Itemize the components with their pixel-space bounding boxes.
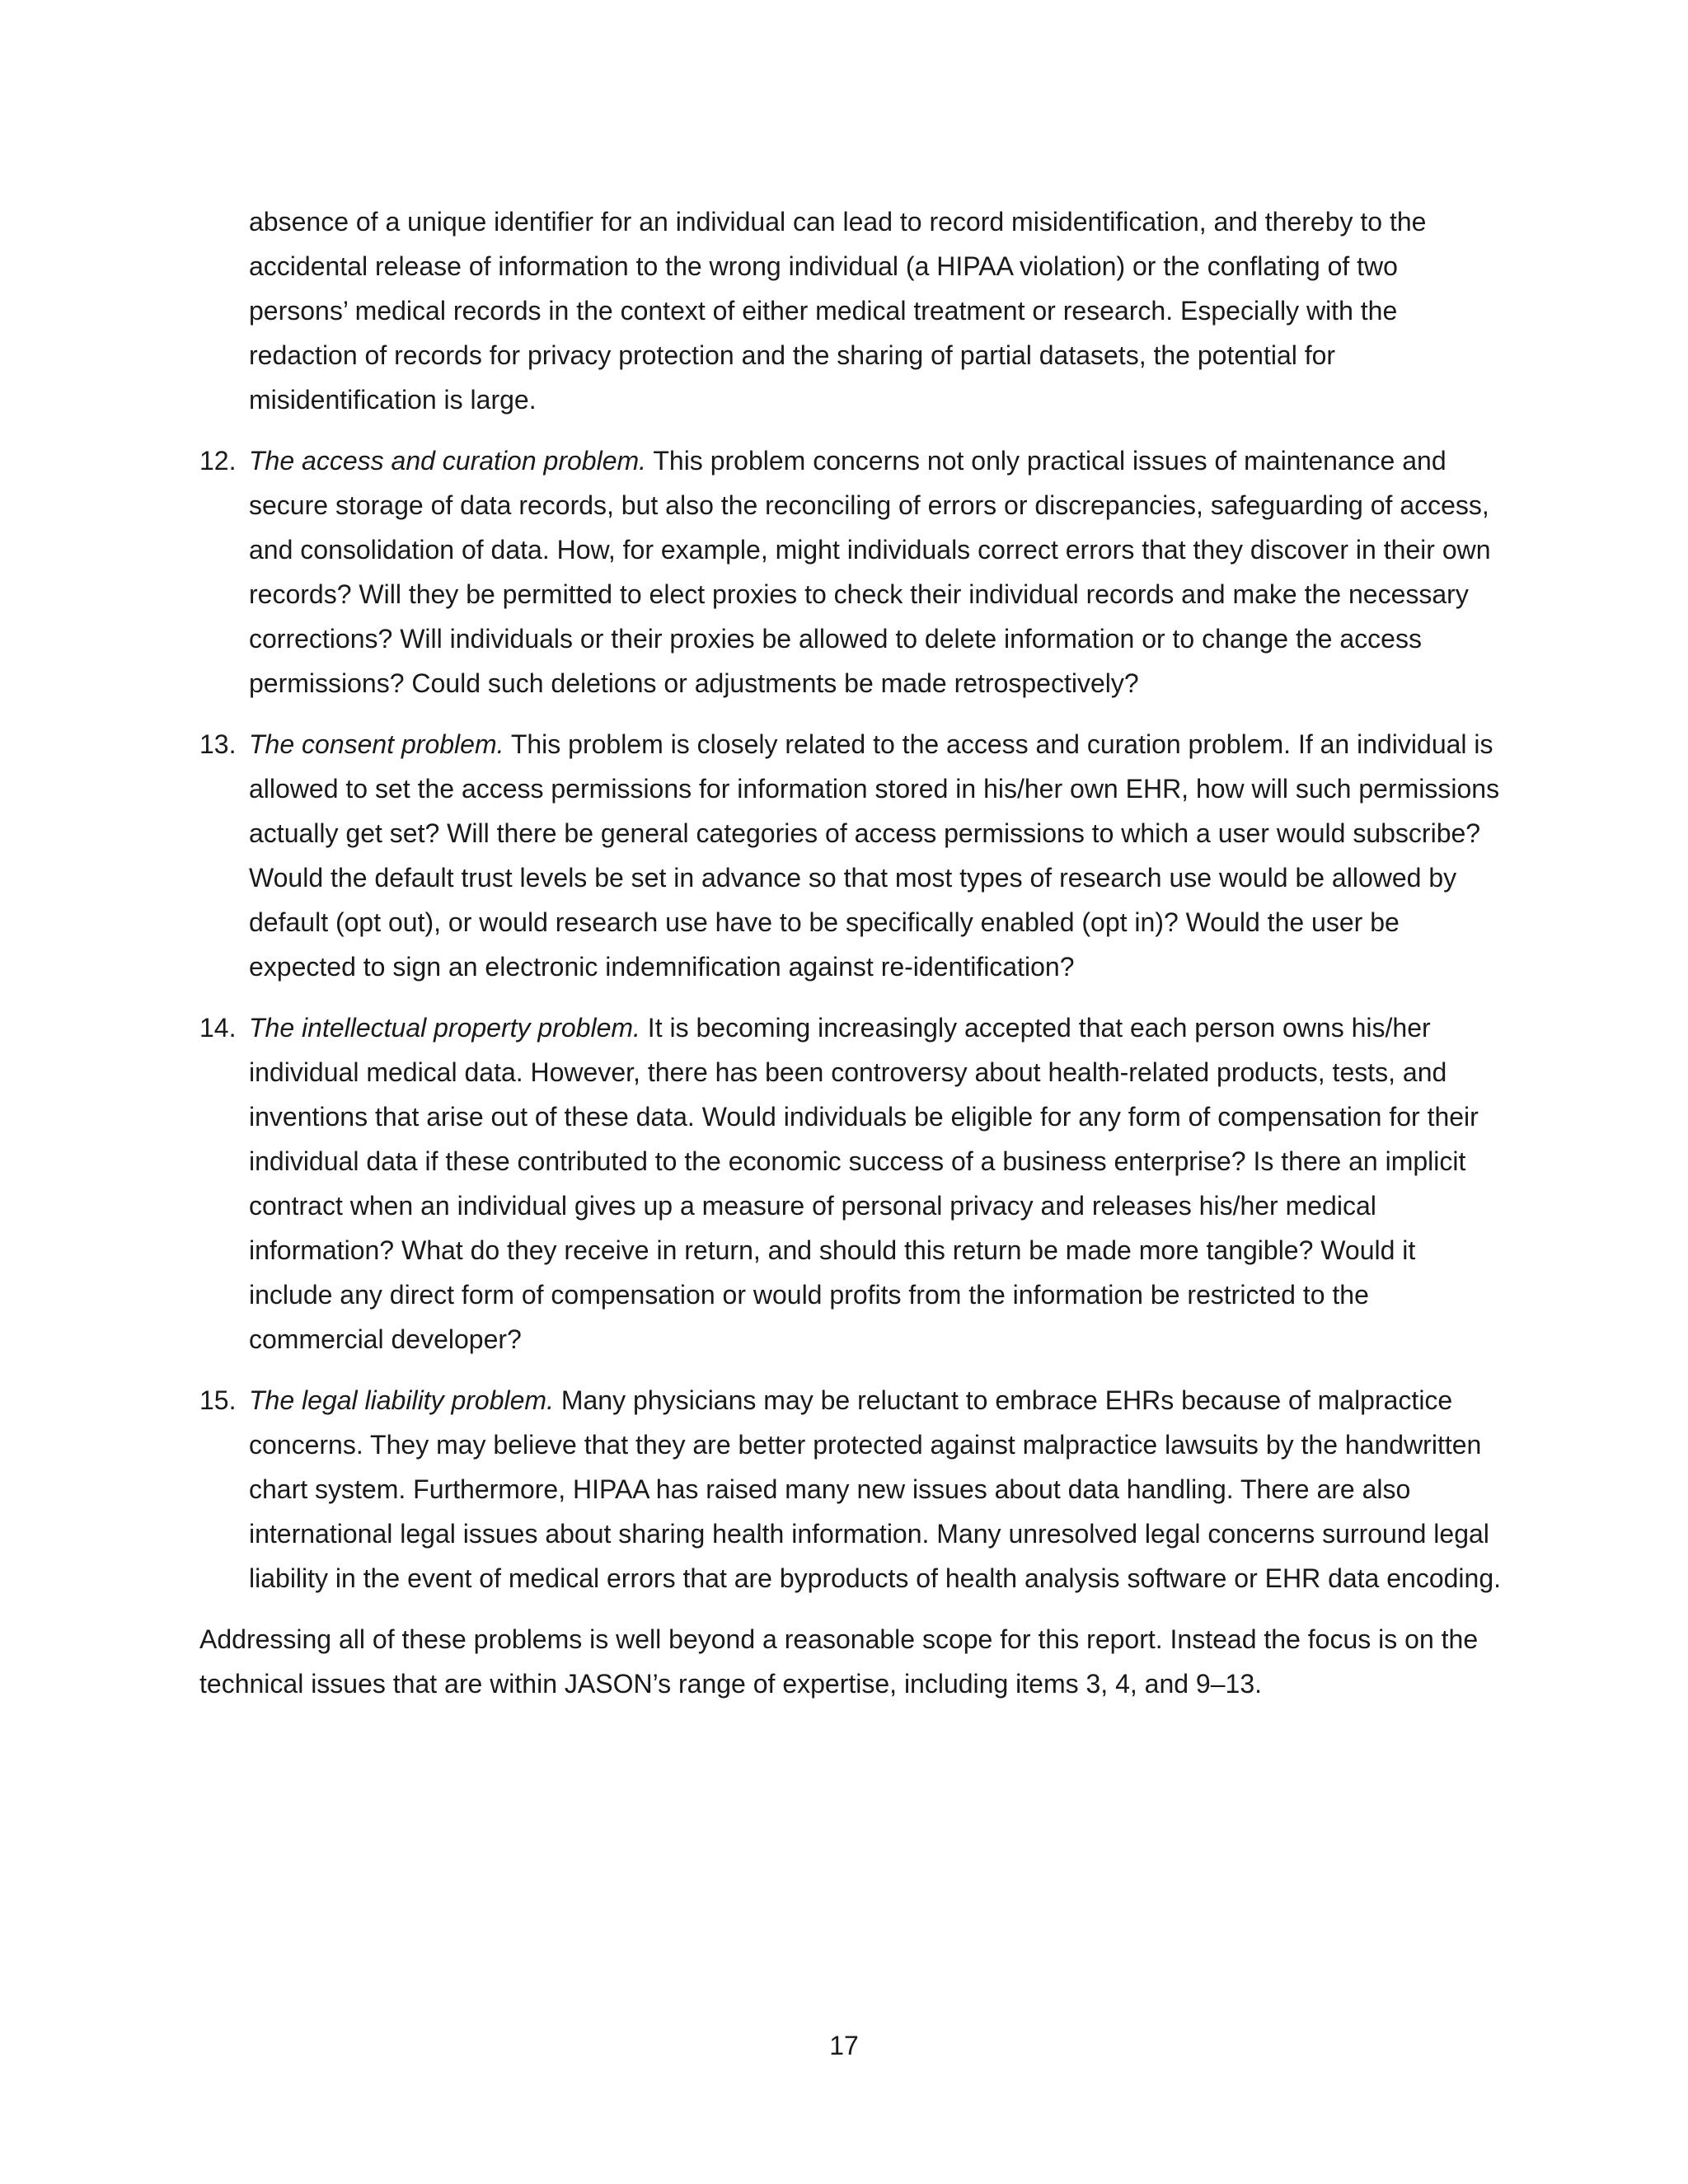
page-number: 17 [829,2031,859,2060]
list-item-14 [199,1005,1502,1361]
list-item-text [249,1005,1502,1361]
list-number: 14. [199,1013,237,1043]
item-title: The intellectual property problem. [249,1013,640,1043]
item-title: The legal liability problem. [249,1385,554,1415]
list-item-13 [199,722,1502,989]
list-number: 12. [199,446,237,476]
closing-paragraph: Addressing all of these problems is well beyond a reasonable scope for this report. Instead the focus is on the technical issues that are within JASON’s range of expertise, including items 3, 4, and 9–13. [199,1624,1479,1699]
item-body: It is becoming increasingly accepted that each person owns his/her individual medical data. However, there has been controversy about health-related products, tests, and inventions that arise out of these data. Would individuals be eligible for any form of compensation for their individual data if these contributed to the economic success of a business enterprise? Is there an implicit contract when an individual gives up a measure of personal privacy and releases his/her medical information? What do they receive in return, and should this return be made more tangible? Would it include any direct form of compensation or would profits from the information be restricted to the commercial developer? [249,1013,1479,1354]
list-number: 15. [199,1385,237,1415]
item-body: This problem concerns not only practical issues of maintenance and secure storage of data records, but also the reconciling of errors or discrepancies, safeguarding of access, and consolidation of data. How, for example, might individuals correct errors that they discover in their own records? Will they be permitted to elect proxies to check their individual records and make the necessary corrections? Will individuals or their proxies be allowed to delete information or to change the access permissions? Could such deletions or adjustments be made retrospectively? [249,446,1491,698]
list-item-12 [199,438,1502,705]
item-body: This problem is closely related to the access and curation problem. If an individual is allowed to set the access permissions for information stored in his/her own EHR, how will such permissions actually get set? Will there be general categories of access permissions to which a user would subscribe? Would the default trust levels be set in advance so that most types of research use would be allowed by default (opt out), or would research use have to be specifically enabled (opt in)? Would the user be expected to sign an electronic indemnification against re-identification? [249,729,1500,982]
list-number: 13. [199,729,237,759]
item-title: The consent problem. [249,729,504,759]
list-item-text [249,1378,1502,1601]
page-content [199,199,1502,1706]
item-title: The access and curation problem. [249,446,647,476]
list-item-text [249,722,1502,989]
item-body: Many physicians may be reluctant to embrace EHRs because of malpractice concerns. They may believe that they are better protected against malpractice lawsuits by the handwritten chart system. Furthermore, HIPAA has raised many new issues about data handling. There are also international legal issues about sharing health information. Many unresolved legal concerns surround legal liability in the event of medical errors that are byproducts of health analysis software or EHR data encoding. [249,1385,1502,1593]
list-item-15 [199,1378,1502,1601]
continuation-paragraph: absence of a unique identifier for an individual can lead to record misidentification, and thereby to the accidental release of information to the wrong individual (a HIPAA violation) or the conflating of two persons’ medical records in the context of either medical treatment or research. Especially with the redaction of records for privacy protection and the sharing of partial datasets, the potential for misidentification is large. [249,207,1427,415]
list-item-text [249,438,1502,705]
